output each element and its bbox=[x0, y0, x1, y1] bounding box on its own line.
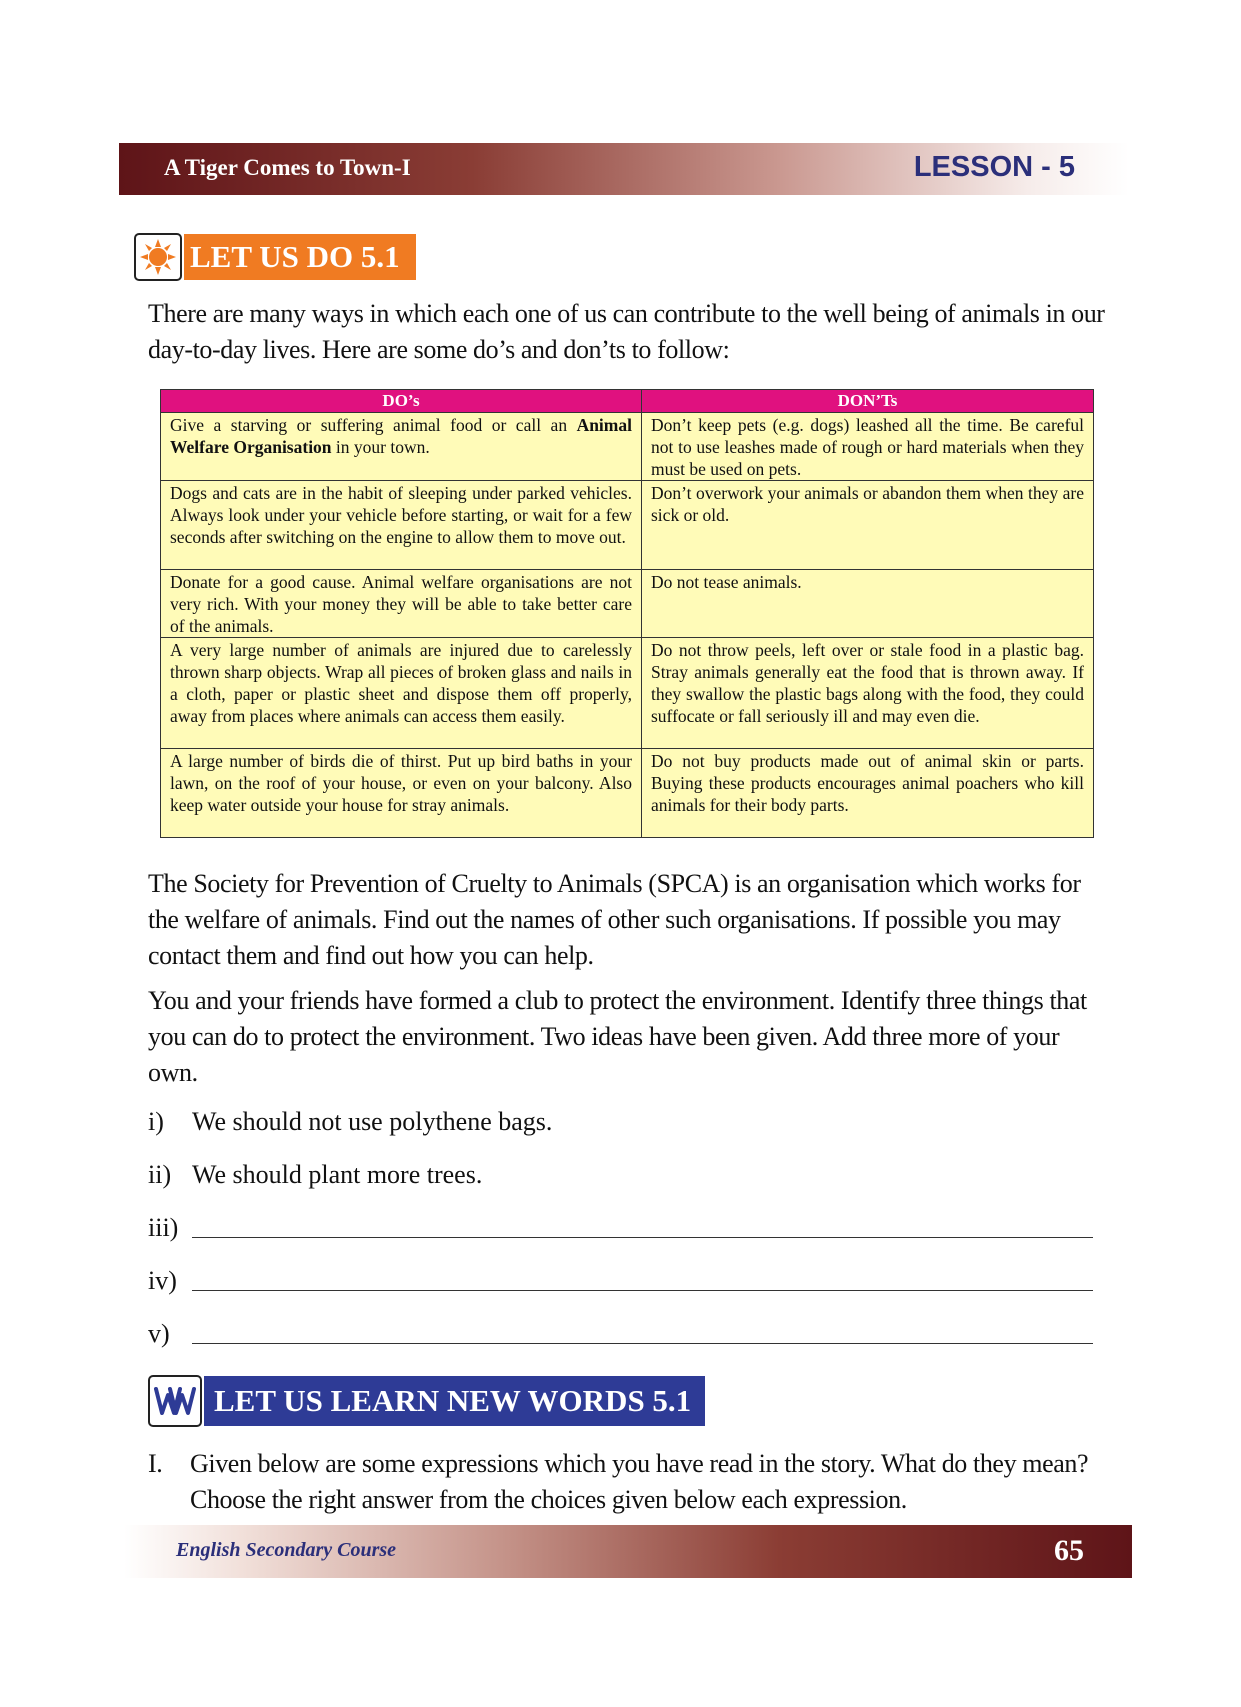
list-text: We should plant more trees. bbox=[192, 1160, 483, 1189]
dont-cell: Do not tease animals. bbox=[642, 570, 1094, 638]
intro-paragraph: There are many ways in which each one of us can contribute to the well being of animals in our day-to-day lives. Here are some do’s and don’ts to follow: bbox=[148, 299, 1105, 364]
course-name: English Secondary Course bbox=[176, 1539, 397, 1561]
new-words-heading bbox=[148, 1375, 705, 1427]
do-cell: A very large number of animals are injured due to carelessly thrown sharp objects. Wrap all pieces of broken glass and nails in a cloth, paper or plastic sheet and dispose them off properly, away from places where animals can access them easily. bbox=[161, 638, 642, 749]
do-cell: A large number of birds die of thirst. Put up bird baths in your lawn, on the roof of your house, or even on your balcony. Also keep water outside your house for stray animals. bbox=[161, 749, 642, 838]
donts-column-header: DON’Ts bbox=[642, 390, 1094, 413]
chapter-title: A Tiger Comes to Town-I bbox=[164, 155, 411, 180]
dont-cell: Don’t keep pets (e.g. dogs) leashed all the time. Be careful not to use leashes made of rough or hard materials when they must be used on pets. bbox=[642, 413, 1094, 481]
table-row bbox=[161, 570, 1094, 638]
spca-paragraph: The Society for Prevention of Cruelty to Animals (SPCA) is an organisation which works for the welfare of animals. Find out the names of other such organisations. If possible you may contact them and find out how you can help. bbox=[148, 869, 1081, 970]
list-number: v) bbox=[148, 1319, 170, 1348]
answer-line[interactable] bbox=[192, 1211, 1093, 1238]
question-text: Given below are some expressions which you have read in the story. What do they mean? Choose the right answer from the choices given below each expression. bbox=[190, 1449, 1089, 1514]
dont-cell: Don’t overwork your animals or abandon them when they are sick or old. bbox=[642, 481, 1094, 570]
page-number: 65 bbox=[1054, 1534, 1084, 1567]
do-cell bbox=[161, 413, 642, 481]
let-us-do-title: LET US DO 5.1 bbox=[184, 234, 416, 280]
dos-column-header: DO’s bbox=[161, 390, 642, 413]
new-words-title: LET US LEARN NEW WORDS 5.1 bbox=[204, 1376, 705, 1426]
list-number: iv) bbox=[148, 1266, 177, 1295]
table-row bbox=[161, 481, 1094, 570]
table-header-row bbox=[161, 390, 1094, 413]
do-bold-text: Animal Welfare Organisation bbox=[170, 415, 632, 457]
list-item bbox=[148, 1154, 1093, 1190]
list-number: iii) bbox=[148, 1213, 179, 1242]
answer-line[interactable] bbox=[192, 1317, 1093, 1344]
list-number: i) bbox=[148, 1107, 164, 1136]
list-item-blank bbox=[148, 1260, 1093, 1296]
do-cell: Donate for a good cause. Animal welfare organisations are not very rich. With your money they will be able to take better care of the animals. bbox=[161, 570, 642, 638]
list-item bbox=[148, 1101, 1093, 1137]
let-us-do-heading bbox=[134, 233, 416, 281]
list-text: We should not use polythene bags. bbox=[192, 1107, 553, 1136]
list-item-blank bbox=[148, 1313, 1093, 1349]
do-text-end: in your town. bbox=[331, 437, 430, 457]
question-number: I. bbox=[148, 1449, 163, 1478]
ww-logo-icon bbox=[148, 1375, 202, 1427]
club-paragraph: You and your friends have formed a club to protect the environment. Identify three things that you can do to protect the environment. Two ideas have been given. Add three more of your own. bbox=[148, 986, 1087, 1087]
question-item bbox=[148, 1446, 1108, 1518]
table-row bbox=[161, 413, 1094, 481]
table-row bbox=[161, 638, 1094, 749]
dont-cell: Do not throw peels, left over or stale food in a plastic bag. Stray animals generally eat the food that is thrown away. If they swallow the plastic bags along with the food, they could suffocate or fall seriously ill and may even die. bbox=[642, 638, 1094, 749]
dont-cell: Do not buy products made out of animal skin or parts. Buying these products encourages animal poachers who kill animals for their body parts. bbox=[642, 749, 1094, 838]
sun-icon bbox=[134, 233, 182, 281]
list-number: ii) bbox=[148, 1160, 172, 1189]
list-item-blank bbox=[148, 1207, 1093, 1243]
do-text: Give a starving or suffering animal food or call an bbox=[170, 415, 577, 435]
lesson-number: LESSON - 5 bbox=[913, 151, 1075, 183]
header-band bbox=[119, 143, 1129, 195]
footer-band bbox=[124, 1525, 1132, 1578]
table-row bbox=[161, 749, 1094, 838]
dos-donts-table bbox=[160, 389, 1094, 838]
do-cell: Dogs and cats are in the habit of sleeping under parked vehicles. Always look under your vehicle before starting, or wait for a few seconds after switching on the engine to allow them to move out. bbox=[161, 481, 642, 570]
answer-line[interactable] bbox=[192, 1264, 1093, 1291]
